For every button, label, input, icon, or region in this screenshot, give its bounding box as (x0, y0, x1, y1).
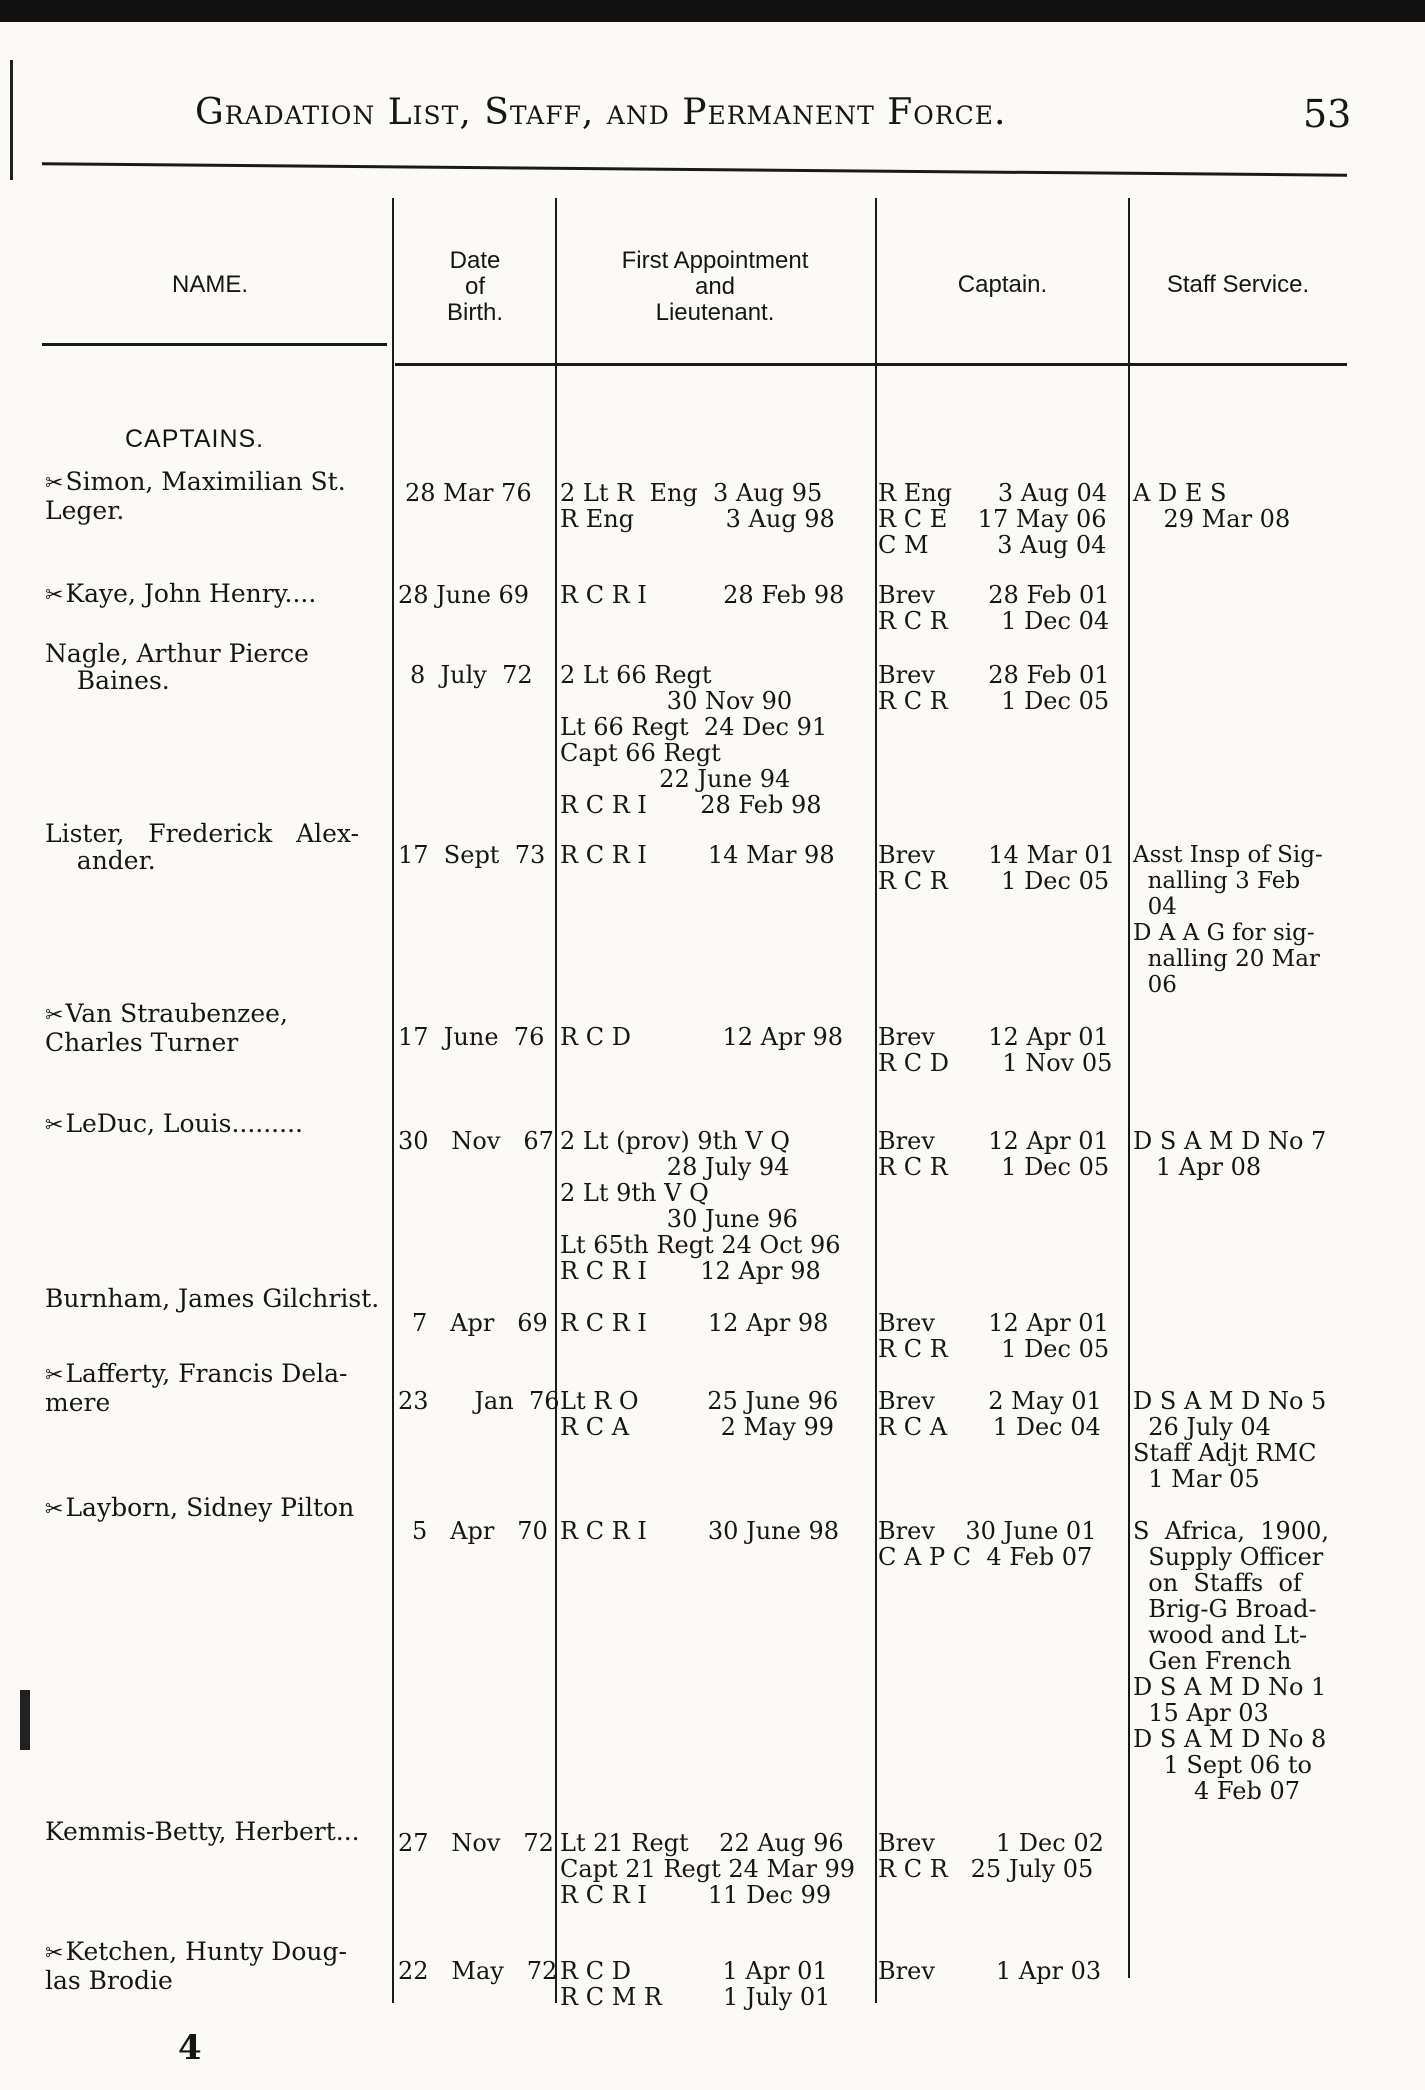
captain-appointment: Brev 14 Mar 01 R C R 1 Dec 05 (878, 841, 1115, 895)
page-number: 53 (1303, 92, 1352, 136)
first-appointment: Lt R O 25 June 96 R C A 2 May 99 (560, 1387, 839, 1441)
date-of-birth: 30 Nov 67 (398, 1127, 554, 1155)
captain-appointment: R Eng 3 Aug 04 R C E 17 May 06 C M 3 Aug 04 (878, 479, 1108, 559)
captain-appointment: Brev 12 Apr 01 R C R 1 Dec 05 (878, 1127, 1110, 1181)
section-heading-captains: CAPTAINS. (125, 425, 265, 453)
captain-appointment: Brev 28 Feb 01 R C R 1 Dec 04 (878, 581, 1110, 635)
first-appointment: R C R I 28 Feb 98 (560, 581, 845, 609)
officer-name: Lister, Frederick Alex- ander. (45, 819, 360, 875)
column-divider (555, 198, 557, 2003)
staff-service: D S A M D No 5 26 July 04 Staff Adjt RMC 1 Mar 05 (1133, 1387, 1327, 1493)
column-divider (875, 198, 877, 2003)
header-rule (42, 162, 1347, 176)
officer-name: Nagle, Arthur Pierce Baines. (45, 639, 309, 695)
column-header-captain: Captain. (957, 271, 1048, 298)
scissors-icon: ✂ (45, 1113, 64, 1138)
first-appointment: R C R I 14 Mar 98 (560, 841, 835, 869)
first-appointment: Lt 21 Regt 22 Aug 96 Capt 21 Regt 24 Mar 99 R C R I 11 Dec 99 (560, 1829, 856, 1909)
captain-appointment: Brev 12 Apr 01 R C D 1 Nov 05 (878, 1023, 1113, 1077)
column-head-rule (395, 363, 1347, 366)
captain-appointment: Brev 2 May 01 R C A 1 Dec 04 (878, 1387, 1102, 1441)
officer-name: ✂Layborn, Sidney Pilton (45, 1493, 355, 1522)
officer-name: Burnham, James Gilchrist. (45, 1284, 380, 1313)
scissors-icon: ✂ (45, 1003, 64, 1028)
column-head-rule (42, 343, 387, 346)
date-of-birth: 22 May 72 (398, 1957, 558, 1985)
date-of-birth: 8 July 72 (410, 661, 533, 689)
date-of-birth: 28 Mar 76 (405, 479, 532, 507)
officer-name: Kemmis-Betty, Herbert... (45, 1817, 360, 1846)
scissors-icon: ✂ (45, 583, 64, 608)
date-of-birth: 23 Jan 76 (398, 1387, 560, 1415)
date-of-birth: 28 June 69 (398, 581, 530, 609)
staff-service: D S A M D No 7 1 Apr 08 (1133, 1127, 1327, 1181)
first-appointment: R C D 1 Apr 01 R C M R 1 July 01 (560, 1957, 831, 2011)
staff-service: A D E S 29 Mar 08 (1133, 479, 1291, 533)
captain-appointment: Brev 30 June 01 C A P C 4 Feb 07 (878, 1517, 1097, 1571)
date-of-birth: 27 Nov 72 (398, 1829, 554, 1857)
officer-name: ✂Ketchen, Hunty Doug- las Brodie (45, 1937, 347, 1995)
captain-appointment: Brev 1 Dec 02 R C R 25 July 05 (878, 1829, 1104, 1883)
officer-name: ✂Simon, Maximilian St. Leger. (45, 467, 346, 525)
column-divider (1128, 198, 1130, 1978)
signature-mark: 4 (178, 2028, 202, 2068)
column-divider (392, 198, 394, 2003)
margin-binding-mark (20, 1690, 30, 1750)
column-header-first-appointment: First Appointment and Lieutenant. (621, 247, 809, 326)
margin-binding-mark (10, 60, 13, 180)
officer-name: ✂Van Straubenzee, Charles Turner (45, 999, 288, 1057)
staff-service: Asst Insp of Sig- nalling 3 Feb 04 D A A G for sig- nalling 20 Mar 06 (1133, 842, 1323, 998)
staff-service: S Africa, 1900, Supply Officer on Staffs of Brig-G Broad- wood and Lt- Gen French D S A M D No 1 15 Apr 03 D S A M D No 8 1 Sept 06 to 4 Feb 07 (1133, 1517, 1329, 1805)
column-header-name: NAME. (171, 271, 248, 298)
running-header: Gradation List, Staff, and Permanent Force. (195, 92, 1007, 133)
date-of-birth: 17 June 76 (398, 1023, 545, 1051)
scissors-icon: ✂ (45, 1497, 64, 1522)
scissors-icon: ✂ (45, 1941, 64, 1966)
page-top-edge (0, 0, 1425, 22)
first-appointment: 2 Lt 66 Regt 30 Nov 90 Lt 66 Regt 24 Dec 91 Capt 66 Regt 22 June 94 R C R I 28 Feb 98 (560, 661, 828, 819)
date-of-birth: 17 Sept 73 (398, 841, 546, 869)
first-appointment: R C R I 30 June 98 (560, 1517, 839, 1545)
date-of-birth: 7 Apr 69 (412, 1309, 548, 1337)
captain-appointment: Brev 1 Apr 03 (878, 1957, 1102, 1985)
column-header-staff-service: Staff Service. (1166, 271, 1310, 298)
captain-appointment: Brev 12 Apr 01 R C R 1 Dec 05 (878, 1309, 1110, 1363)
officer-name: ✂Kaye, John Henry.... (45, 579, 317, 608)
first-appointment: 2 Lt R Eng 3 Aug 95 R Eng 3 Aug 98 (560, 479, 835, 533)
scissors-icon: ✂ (45, 471, 64, 496)
column-header-dob: Date of Birth. (446, 247, 503, 326)
officer-name: ✂Lafferty, Francis Dela- mere (45, 1359, 348, 1417)
first-appointment: R C R I 12 Apr 98 (560, 1309, 829, 1337)
first-appointment: 2 Lt (prov) 9th V Q 28 July 94 2 Lt 9th V Q 30 June 96 Lt 65th Regt 24 Oct 96 R C R I 12 Apr 98 (560, 1127, 841, 1285)
first-appointment: R C D 12 Apr 98 (560, 1023, 843, 1051)
date-of-birth: 5 Apr 70 (412, 1517, 548, 1545)
scissors-icon: ✂ (45, 1363, 64, 1388)
officer-name: ✂LeDuc, Louis......... (45, 1109, 303, 1138)
captain-appointment: Brev 28 Feb 01 R C R 1 Dec 05 (878, 661, 1110, 715)
